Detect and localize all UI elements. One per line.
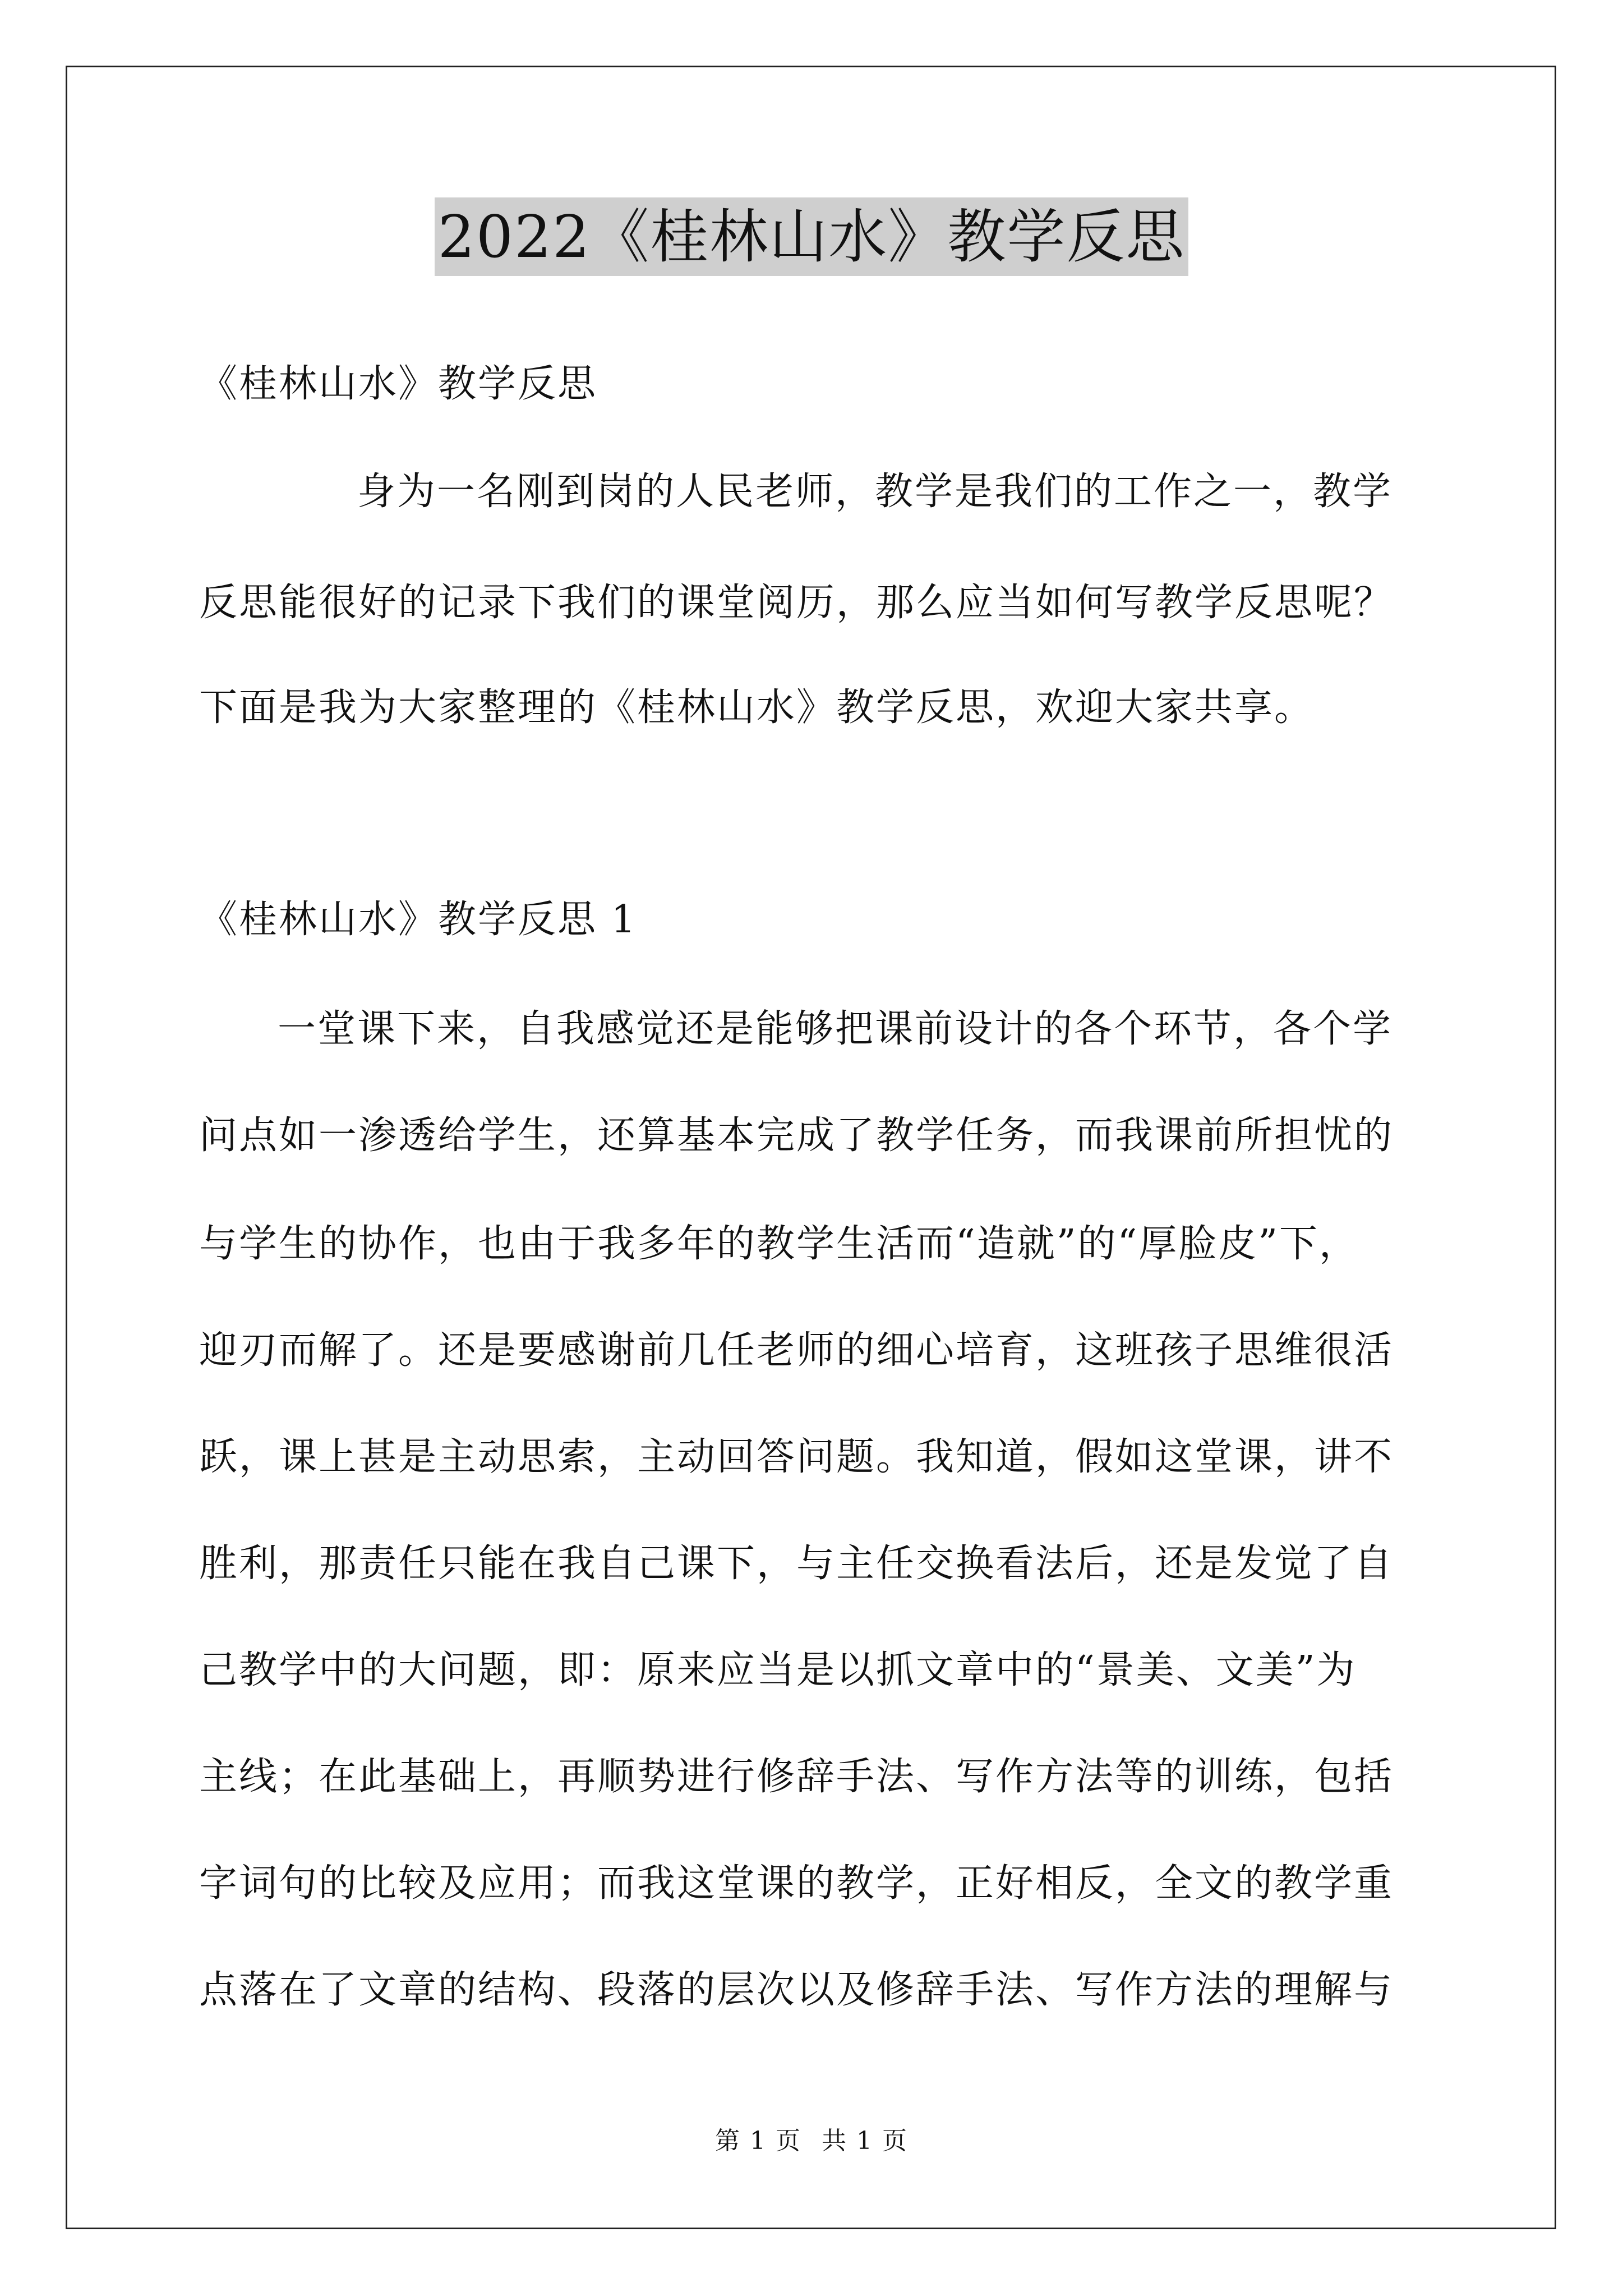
section1-line-10: 点落在了文章的结构、段落的层次以及修辞手法、写作方法的理解与 — [199, 1968, 1394, 2012]
intro-line-3: 下面是我为大家整理的《桂林山水》教学反思，欢迎大家共享。 — [199, 685, 1315, 730]
document-title: 2022《桂林山水》教学反思 — [435, 197, 1189, 276]
page-number-current: 第 1 页 — [715, 2127, 801, 2155]
section1-line-5: 跃，课上甚是主动思索，主动回答问题。我知道，假如这堂课，讲不 — [199, 1435, 1394, 1479]
subtitle: 《桂林山水》教学反思 — [199, 362, 598, 406]
section1-line-2: 问点如一渗透给学生，还算基本完成了教学任务，而我课前所担忧的 — [199, 1114, 1394, 1158]
section1-line-7: 己教学中的大问题，即：原来应当是以抓文章中的“景美、文美”为 — [199, 1648, 1357, 1692]
title-wrap — [0, 197, 1623, 276]
section1-heading: 《桂林山水》教学反思 1 — [199, 898, 637, 942]
section1-line-9: 字词句的比较及应用；而我这堂课的教学，正好相反，全文的教学重 — [199, 1861, 1394, 1906]
page-footer — [0, 2120, 1623, 2156]
intro-line-2: 反思能很好的记录下我们的课堂阅历，那么应当如何写教学反思呢？ — [199, 581, 1394, 625]
section1-line-8: 主线；在此基础上，再顺势进行修辞手法、写作方法等的训练，包括 — [199, 1755, 1394, 1799]
page-number-total: 共 1 页 — [822, 2127, 908, 2155]
section1-line-1: 一堂课下来，自我感觉还是能够把课前设计的各个环节，各个学 — [278, 1007, 1393, 1051]
section1-line-6: 胜利，那责任只能在我自己课下，与主任交换看法后，还是发觉了自 — [199, 1542, 1394, 1586]
section1-line-3: 与学生的协作，也由于我多年的教学生活而“造就”的“厚脸皮”下， — [199, 1222, 1359, 1266]
intro-line-1: 身为一名刚到岗的人民老师，教学是我们的工作之一，教学 — [357, 470, 1393, 514]
section1-line-4: 迎刃而解了。还是要感谢前几任老师的细心培育，这班孩子思维很活 — [199, 1328, 1394, 1373]
